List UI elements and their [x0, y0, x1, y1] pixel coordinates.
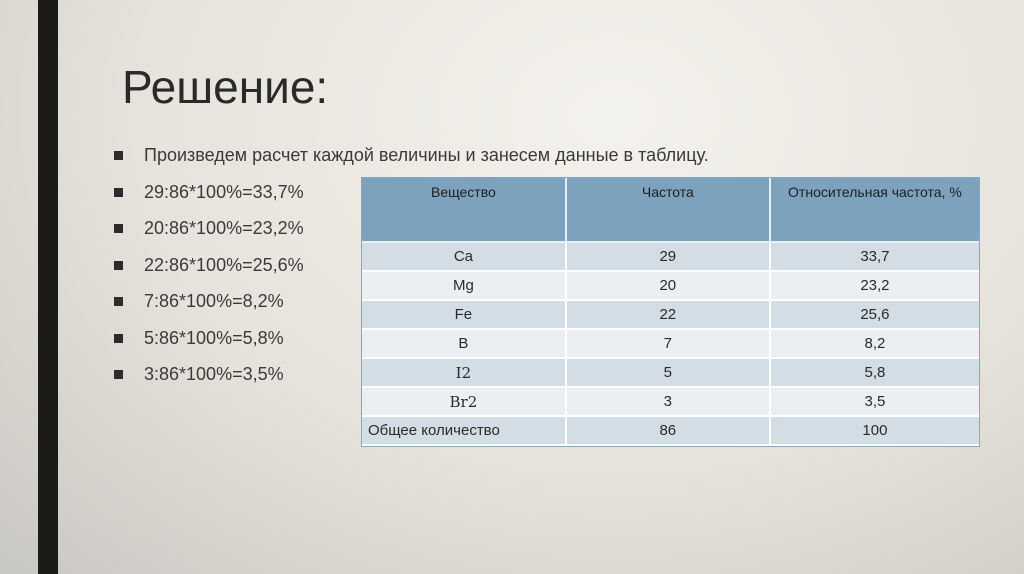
cell-substance: Fe [362, 300, 566, 329]
cell-frequency: 20 [566, 271, 770, 300]
cell-relative: 5,8 [770, 358, 979, 387]
bullet-square-icon [114, 297, 123, 306]
cell-frequency: 3 [566, 387, 770, 416]
table-row [362, 242, 979, 271]
bullet-text: 7:86*100%=8,2% [144, 291, 284, 311]
cell-substance: Mg [362, 271, 566, 300]
cell-frequency: 86 [566, 416, 770, 445]
cell-relative: 25,6 [770, 300, 979, 329]
cell-relative: 8,2 [770, 329, 979, 358]
table-row [362, 387, 979, 416]
bullet-square-icon [114, 334, 123, 343]
table-row [362, 300, 979, 329]
header-substance: Вещество [362, 178, 566, 242]
cell-substance: Ca [362, 242, 566, 271]
bullet-square-icon [114, 151, 123, 160]
bullet-square-icon [114, 370, 123, 379]
cell-substance: Br2 [362, 387, 566, 416]
bullet-text: 22:86*100%=25,6% [144, 254, 304, 275]
cell-frequency: 22 [566, 300, 770, 329]
table-row [362, 271, 979, 300]
bullet-text: 20:86*100%=23,2% [144, 218, 304, 238]
header-relative-frequency: Относительная частота, % [770, 178, 979, 242]
header-frequency: Частота [566, 178, 770, 242]
cell-frequency: 29 [566, 242, 770, 271]
bullet-text: 29:86*100%=33,7% [144, 181, 304, 202]
table-row [362, 329, 979, 358]
bullet-square-icon [114, 261, 123, 270]
cell-relative: 100 [770, 416, 979, 445]
bullet-text: 3:86*100%=3,5% [144, 364, 284, 384]
cell-frequency: 5 [566, 358, 770, 387]
cell-relative: 33,7 [770, 242, 979, 271]
cell-relative: 23,2 [770, 271, 979, 300]
left-accent-bar [38, 0, 58, 574]
cell-frequency: 7 [566, 329, 770, 358]
slide-title: Решение: [122, 61, 329, 113]
table-row-total [362, 416, 979, 445]
table-row [362, 358, 979, 387]
bullet-square-icon [114, 224, 123, 233]
cell-relative: 3,5 [770, 387, 979, 416]
cell-substance: B [362, 329, 566, 358]
cell-substance: I2 [362, 358, 566, 387]
frequency-table [362, 178, 979, 446]
bullet-item [112, 140, 709, 177]
bullet-square-icon [114, 188, 123, 197]
bullet-text: 5:86*100%=5,8% [144, 327, 284, 348]
bullet-text: Произведем расчет каждой величины и занесем данные в таблицу. [144, 145, 709, 165]
cell-total-label: Общее количество [362, 416, 566, 445]
